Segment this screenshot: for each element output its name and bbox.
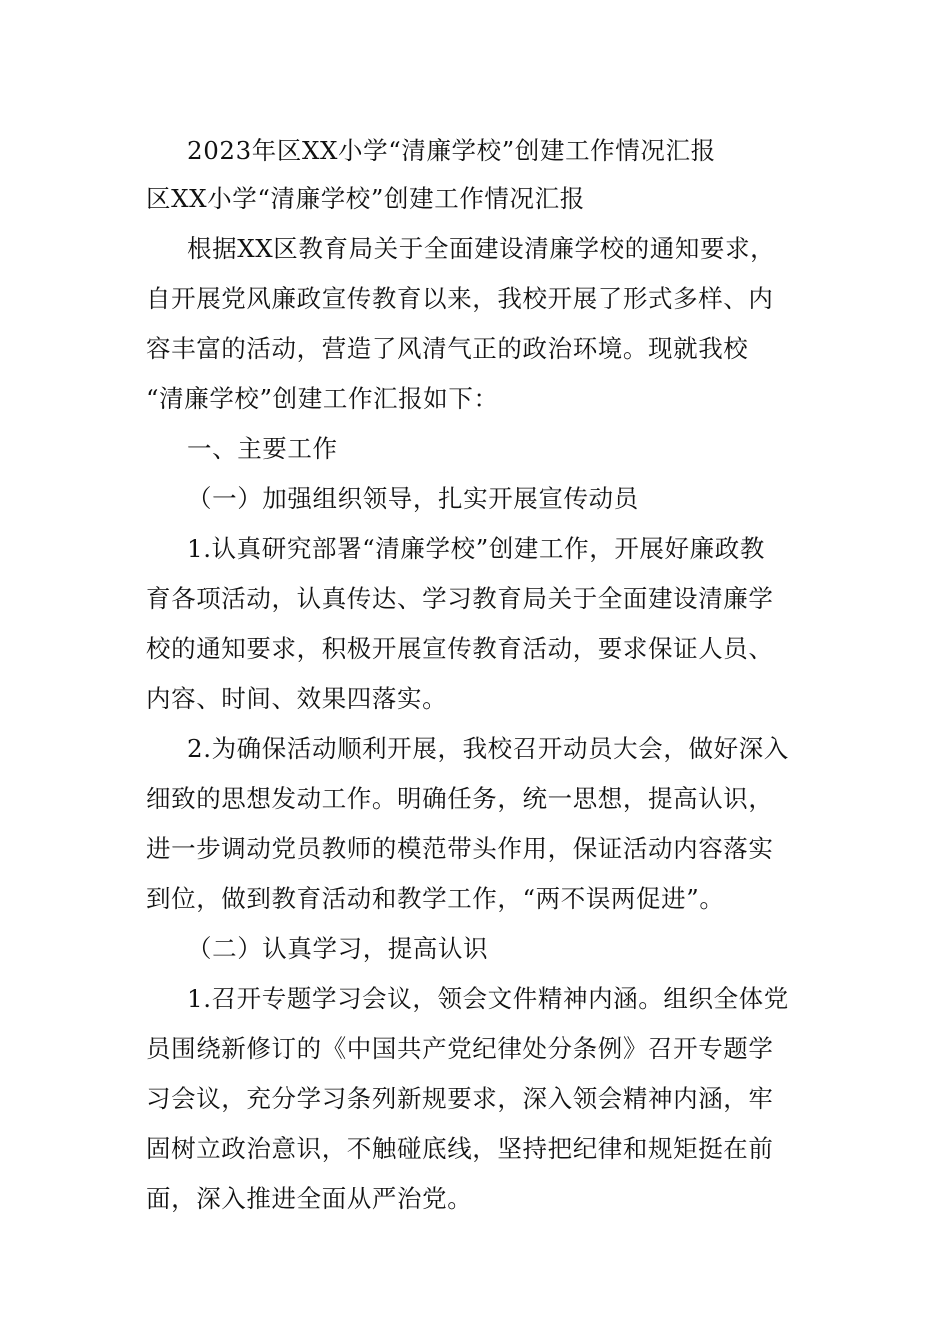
text-line: 员围绕新修订的《中国共产党纪律处分条例》召开专题学 bbox=[146, 1034, 774, 1063]
document-title: 2023年区XX小学“清廉学校”创建工作情况汇报 bbox=[187, 136, 716, 165]
text-line: 固树立政治意识，不触碰底线，坚持把纪律和规矩挺在前 bbox=[146, 1134, 774, 1163]
text-line: 育各项活动，认真传达、学习教育局关于全面建设清廉学 bbox=[146, 584, 774, 613]
text-line: 到位，做到教育活动和教学工作，“两不误两促进”。 bbox=[146, 884, 725, 913]
text-line: 根据XX区教育局关于全面建设清廉学校的通知要求， bbox=[187, 234, 776, 263]
subsection-heading: （二）认真学习，提高认识 bbox=[187, 934, 489, 963]
text-line: 校的通知要求，积极开展宣传教育活动，要求保证人员、 bbox=[146, 634, 774, 663]
section-heading: 一、主要工作 bbox=[187, 434, 338, 463]
text-line: 自开展党风廉政宣传教育以来，我校开展了形式多样、内 bbox=[146, 284, 774, 313]
text-line: 1.召开专题学习会议，领会文件精神内涵。组织全体党 bbox=[187, 984, 789, 1013]
text-line: 1.认真研究部署“清廉学校”创建工作，开展好廉政教 bbox=[187, 534, 765, 563]
text-line: 容丰富的活动，营造了风清气正的政治环境。现就我校 bbox=[146, 334, 749, 363]
text-line: 习会议，充分学习条列新规要求，深入领会精神内涵，牢 bbox=[146, 1084, 774, 1113]
subsection-heading: （一）加强组织领导，扎实开展宣传动员 bbox=[187, 484, 639, 513]
document-subtitle: 区XX小学“清廉学校”创建工作情况汇报 bbox=[146, 184, 585, 213]
text-line: 进一步调动党员教师的模范带头作用，保证活动内容落实 bbox=[146, 834, 774, 863]
text-line: 2.为确保活动顺利开展，我校召开动员大会，做好深入 bbox=[187, 734, 789, 763]
text-line: 面，深入推进全面从严治党。 bbox=[146, 1184, 473, 1213]
text-line: “清廉学校”创建工作汇报如下： bbox=[146, 384, 499, 413]
text-line: 内容、时间、效果四落实。 bbox=[146, 684, 448, 713]
text-line: 细致的思想发动工作。明确任务，统一思想，提高认识， bbox=[146, 784, 774, 813]
